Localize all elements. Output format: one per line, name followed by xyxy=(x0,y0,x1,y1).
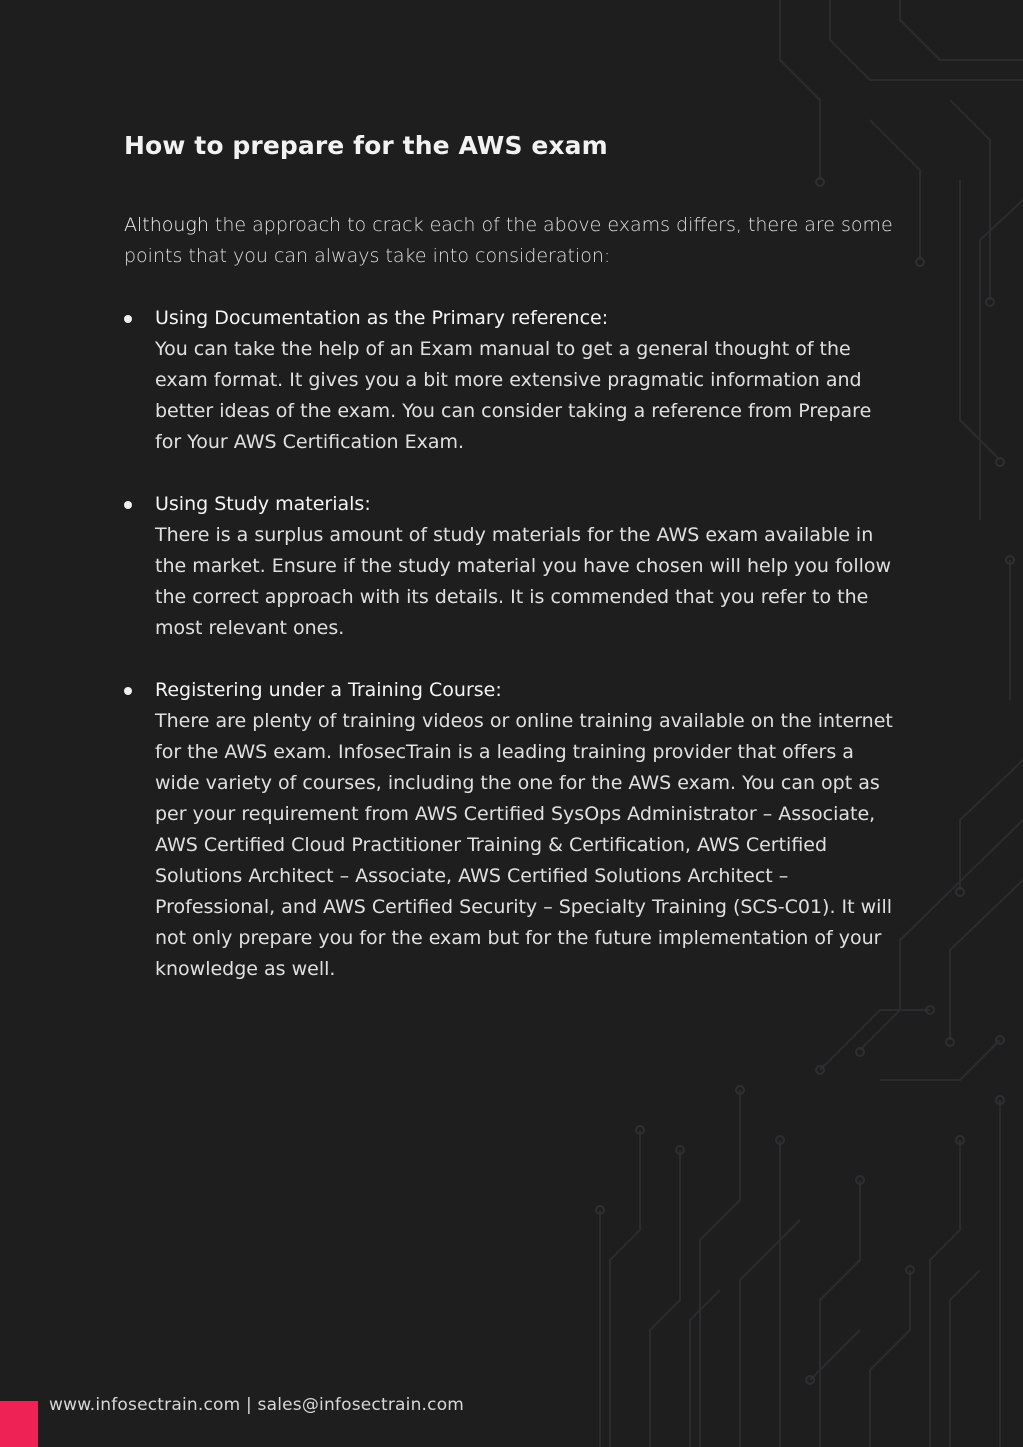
bullet-icon xyxy=(124,501,132,509)
intro-lead-word: Although xyxy=(124,214,209,236)
tips-list xyxy=(124,303,914,985)
point-title: Using Documentation as the Primary reference: xyxy=(155,307,609,329)
footer-contact: www.infosectrain.com | sales@infosectrain.com xyxy=(49,1395,465,1415)
main-content xyxy=(124,128,914,1016)
point-title: Using Study materials: xyxy=(155,493,371,515)
intro-text: the approach to crack each of the above exams differs, there are some points that you can always take into consideration: xyxy=(124,214,893,267)
bullet-icon xyxy=(124,687,132,695)
list-item xyxy=(124,303,914,458)
bullet-icon xyxy=(124,315,132,323)
point-body: There is a surplus amount of study materials for the AWS exam available in the market. Ensure if the study material you have chosen will help you follow the correct approach with its details. It is commended that you refer to the most relevant ones. xyxy=(155,524,892,639)
list-item xyxy=(124,489,914,644)
point-body: There are plenty of training videos or online training available on the internet for the AWS exam. InfosecTrain is a leading training provider that offers a wide variety of courses, including the one for the AWS exam. You can opt as per your requirement from AWS Certified SysOps Administrator – Associate, AWS Certified Cloud Practitioner Training & Certification, AWS Certified Solutions Architect – Associate, AWS Certified Solutions Architect – Professional, and AWS Certified Security – Specialty Training (SCS-C01). It will not only prepare you for the exam but for the future implementation of your knowledge as well. xyxy=(155,710,893,980)
intro-paragraph xyxy=(124,210,914,272)
page-heading: How to prepare for the AWS exam xyxy=(124,131,608,160)
point-title: Registering under a Training Course: xyxy=(155,679,502,701)
point-body: You can take the help of an Exam manual to get a general thought of the exam format. It gives you a bit more extensive pragmatic information and better ideas of the exam. You can consider taking a reference from Prepare for Your AWS Certification Exam. xyxy=(155,338,872,453)
footer-accent-square xyxy=(0,1401,38,1447)
list-item xyxy=(124,675,914,985)
page-footer xyxy=(0,1395,1023,1447)
